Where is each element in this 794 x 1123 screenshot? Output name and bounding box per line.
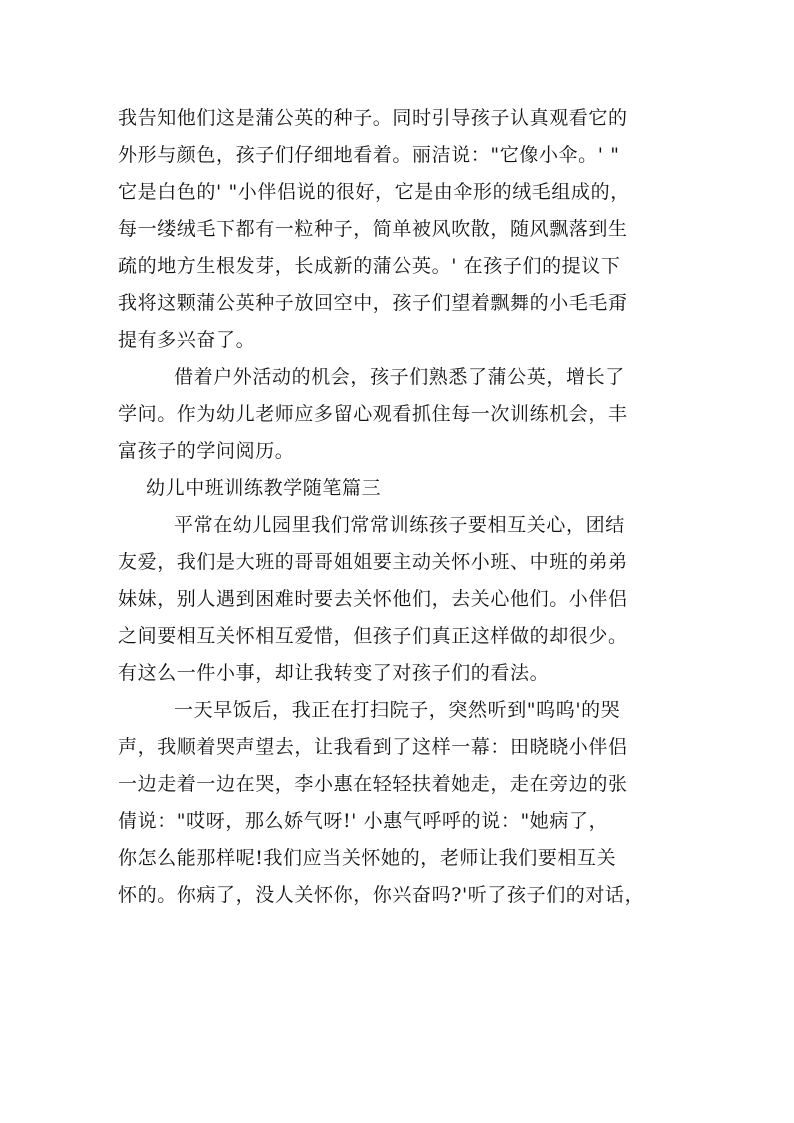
text-line-6: 我将这颗蒲公英种子放回空中，孩子们望着飘舞的小毛毛甭 [118, 292, 628, 314]
document-body [118, 100, 678, 914]
text-line-2: 外形与颜色，孩子们仔细地看着。丽洁说："它像小伞。' " [118, 144, 620, 166]
text-line-21: 你怎么能那样呢!我们应当关怀她的，老师让我们要相互关 [118, 847, 617, 869]
text-line-10: 富孩子的学问阅历。 [118, 440, 295, 462]
text-line-18: 声，我顺着哭声望去，让我看到了这样一幕：田晓晓小伴侣 [118, 736, 628, 758]
text-line-5: 疏的地方生根发芽，长成新的蒲公英。' 在孩子们的提议下 [118, 255, 621, 277]
text-line-16: 有这么一件小事，却让我转变了对孩子们的看法。 [118, 662, 550, 684]
section-heading: 幼儿中班训练教学随笔篇三 [146, 477, 382, 499]
text-line-1: 我告知他们这是蒲公英的种子。同时引导孩子认真观看它的 [118, 107, 628, 129]
text-line-4: 每一缕绒毛下都有一粒种子，简单被风吹散，随风飘落到生 [118, 218, 628, 240]
text-line-22: 怀的。你病了，没人关怀你，你兴奋吗?'听了孩子们的对话， [118, 884, 645, 906]
text-line-20: 倩说："哎呀，那么娇气呀!' 小惠气呼呼的说："她病了， [118, 810, 609, 832]
paragraph-start-line-8: 借着户外活动的机会，孩子们熟悉了蒲公英，增长了 [174, 366, 625, 388]
text-line-15: 之间要相互关怀相互爱惜，但孩子们真正这样做的却很少。 [118, 625, 628, 647]
paragraph-start-line-12: 平常在幼儿园里我们常常训练孩子要相互关心，团结 [174, 514, 625, 536]
text-line-14: 妹妹，别人遇到困难时要去关怀他们，去关心他们。小伴侣 [118, 588, 628, 610]
text-line-7: 提有多兴奋了。 [118, 329, 256, 351]
text-line-9: 学问。作为幼儿老师应多留心观看抓住每一次训练机会，丰 [118, 403, 628, 425]
text-line-3: 它是白色的' "小伴侣说的很好，它是由伞形的绒毛组成的， [118, 181, 630, 203]
text-line-13: 友爱，我们是大班的哥哥姐姐要主动关怀小班、中班的弟弟 [118, 551, 628, 573]
text-line-19: 一边走着一边在哭，李小惠在轻轻扶着她走，走在旁边的张 [118, 773, 628, 795]
paragraph-start-line-17: 一天早饭后，我正在打扫院子，突然听到"呜呜'的哭 [174, 699, 621, 721]
